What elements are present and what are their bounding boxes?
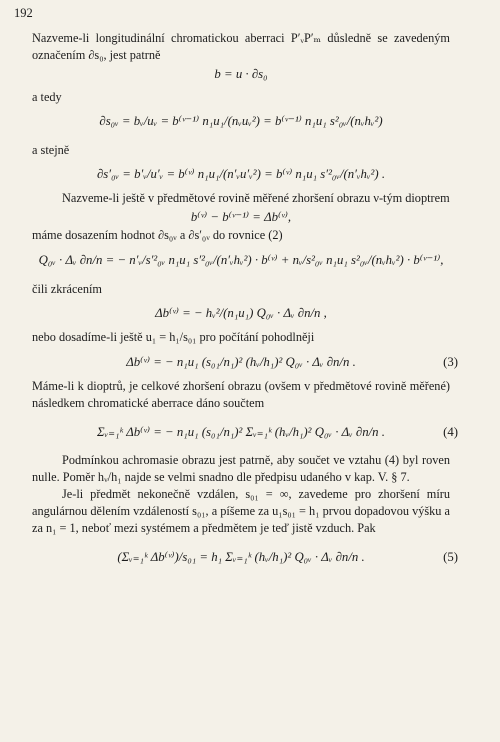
equation-body: ∂s′₀ᵥ = b′ᵥ/u′ᵥ = b⁽ᵛ⁾ n₁u₁/(n′ᵥu′ᵥ²) = b⁽ᵛ⁾ n₁u₁ s′²₀ᵥ/(n′ᵥhᵥ²) . (96, 167, 386, 181)
equation (32, 537, 458, 577)
equation-number: (5) (443, 550, 458, 564)
equation (32, 207, 450, 227)
paragraph: a stejně (32, 143, 70, 157)
equation (32, 105, 450, 137)
equation (32, 158, 450, 190)
equation-body: b⁽ᵛ⁾ − b⁽ᵛ⁻¹⁾ = Δb⁽ᵛ⁾, (190, 210, 292, 224)
paragraph: Nazveme-li ještě v předmětové rovině měřené zhoršení obrazu ν-tým dioptrem (62, 191, 450, 205)
paragraph: Nazveme-li longitudinální chromatickou aberraci P′ᵥP′ₘ důsledně se zavedeným označením ∂s₀, jest patrně (32, 31, 450, 62)
equation (32, 297, 450, 329)
paragraph: a tedy (32, 90, 62, 104)
equation-body: b = u · ∂s₀ (214, 67, 268, 81)
equation (32, 64, 450, 84)
equation-number: (4) (443, 425, 458, 439)
equation-body: Δb⁽ᵛ⁾ = − n₁u₁ (s₀₁/n₁)² (hᵥ/h₁)² Q₀ᵥ · Δᵥ ∂n/n . (126, 355, 356, 369)
equation-number: (3) (443, 355, 458, 369)
paragraph: Podmínkou achromasie obrazu jest patrně, aby součet ve vztahu (4) byl roven nulle. Poměr hᵥ/h₁ najde se velmi snadno dle předpisu udaného v kap. V. § 7. (32, 453, 450, 484)
page-number: 192 (14, 6, 33, 20)
paragraph: nebo dosadíme-li ještě u₁ = h₁/s₀₁ pro počítání pohodlněji (32, 330, 315, 344)
equation-body: ∂s₀ᵥ = bᵥ/uᵥ = b⁽ᵛ⁻¹⁾ n₁u₁/(nᵥuᵥ²) = b⁽ᵛ⁻¹⁾ n₁u₁ s²₀ᵥ/(nᵥhᵥ²) (99, 114, 383, 128)
paragraph: Máme-li k dioptrů, je celkové zhoršení obrazu (ovšem v předmětové rovině měřené) následkem chromatické aberrace dáno součtem (32, 379, 450, 410)
paragraph: Je-li předmět nekonečně vzdálen, s₀₁ = ∞, zavedeme pro zhoršení míru angulárnou dělením vzdáleností s₀₁, a píšeme za u₁s₀₁ = h₁ prvou dopadovou výšku a za n₁ = 1, neboť mezi systémem a předmětem je teď jistě vzduch. Pak (32, 487, 450, 535)
equation (32, 244, 450, 276)
equation (32, 346, 458, 378)
equation-body: Σᵥ₌₁ᵏ Δb⁽ᵛ⁾ = − n₁u₁ (s₀₁/n₁)² Σᵥ₌₁ᵏ (hᵥ/h₁)² Q₀ᵥ · Δᵥ ∂n/n . (97, 425, 385, 439)
equation-body: (Σᵥ₌₁ᵏ Δb⁽ᵛ⁾)/s₀₁ = h₁ Σᵥ₌₁ᵏ (hᵥ/h₁)² Q₀ᵥ · Δᵥ ∂n/n . (117, 550, 365, 564)
equation-body: Δb⁽ᵛ⁾ = − hᵥ²/(n₁u₁) Q₀ᵥ · Δᵥ ∂n/n , (155, 306, 327, 320)
page-content (32, 30, 458, 577)
paragraph: máme dosazením hodnot ∂s₀ᵥ a ∂s′₀ᵥ do rovnice (2) (32, 228, 283, 242)
equation (32, 412, 458, 452)
equation-body: Q₀ᵥ · Δᵥ ∂n/n = − n′ᵥ/s′²₀ᵥ n₁u₁ s′²₀ᵥ/(n′ᵥhᵥ²) · b⁽ᵛ⁾ + nᵥ/s²₀ᵥ n₁u₁ s²₀ᵥ/(nᵥhᵥ²) · b⁽ᵛ⁻¹⁾, (38, 253, 444, 267)
paragraph: čili zkrácením (32, 282, 102, 296)
